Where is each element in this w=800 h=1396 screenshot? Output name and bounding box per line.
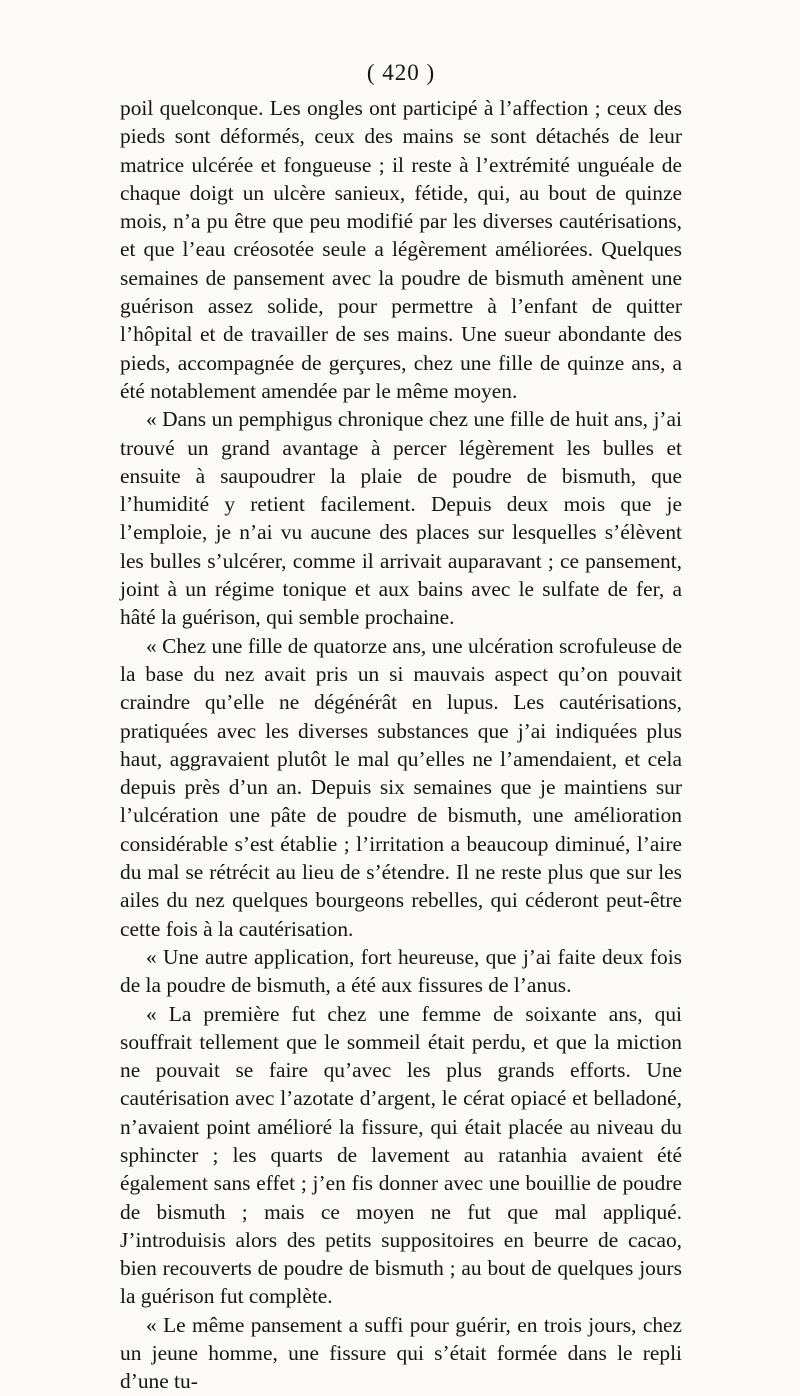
paragraph-continuation: poil quelconque. Les ongles ont participé à l’affection ; ceux des pieds sont déformés, ceux des mains se sont détachés de leur matrice ulcérée et fongueuse ; il reste à l’extrémité unguéale de chaque doigt un ulcère sanieux, fétide, qui, au bout de quinze mois, n’a pu être que peu modifié par les diverses cautérisations, et que l’eau créosotée seule a légèrement améliorées. Quelques semaines de pansement avec la poudre de bismuth amènent une guérison assez solide, pour permettre à l’enfant de quitter l’hôpital et de travailler de ses mains. Une sueur abondante des pieds, accompagnée de gerçures, chez une fille de quinze ans, a été notablement amendée par le même moyen. xyxy=(120,96,682,403)
paragraph-second-case: « Le même pansement a suffi pour guérir, en trois jours, chez un jeune homme, une fissure qui s’était formée dans le repli d’une tu- xyxy=(120,1312,682,1394)
body-text xyxy=(120,94,682,1396)
paragraph-scrofulous-ulcer: « Chez une fille de quatorze ans, une ulcération scrofuleuse de la base du nez avait pris un si mauvais aspect qu’on pouvait craindre qu’elle ne dégénérât en lupus. Les cautérisations, pratiquées avec les diverses substances que j’ai indiquées plus haut, aggravaient plutôt le mal qu’elles ne l’amendaient, et cela depuis près d’un an. Depuis six semaines que je maintiens sur l’ulcération une pâte de poudre de bismuth, une amélioration considérable s’est établie ; l’irritation a beaucoup diminué, l’aire du mal se rétrécit au lieu de s’étendre. Il ne reste plus que sur les ailes du nez quelques bourgeons rebelles, qui céderont peut-être cette fois à la cautérisation. xyxy=(120,633,682,941)
paragraph-anal-fissures: « Une autre application, fort heureuse, que j’ai faite deux fois de la poudre de bismuth, a été aux fissures de l’anus. xyxy=(120,944,682,998)
paragraph-pemphigus: « Dans un pemphigus chronique chez une fille de huit ans, j’ai trouvé un grand avantage à percer légèrement les bulles et ensuite à saupoudrer la plaie de poudre de bismuth, que l’humidité y retient facilement. Depuis deux mois que je l’emploie, je n’ai vu aucune des places sur lesquelles s’élèvent les bulles s’ulcérer, comme il arrivait auparavant ; ce pansement, joint à un régime tonique et aux bains avec le sulfate de fer, a hâté la guérison, qui semble prochaine. xyxy=(120,407,682,630)
page-number: ( 420 ) xyxy=(366,60,436,85)
paragraph-first-case: « La première fut chez une femme de soixante ans, qui souffrait tellement que le sommeil était perdu, et que la miction ne pouvait se faire qu’avec les plus grands efforts. Une cautérisation avec l’azotate d’argent, le cérat opiacé et belladoné, n’avaient point amélioré la fissure, qui était placée au niveau du sphincter ; les quarts de lavement au ratanhia avaient été également sans effet ; j’en fis donner avec une bouillie de poudre de bismuth ; mais ce moyen ne fut que mal appliqué. J’introduisis alors des petits suppositoires en beurre de cacao, bien recouverts de poudre de bismuth ; au bout de quelques jours la guérison fut complète. xyxy=(120,1001,682,1309)
